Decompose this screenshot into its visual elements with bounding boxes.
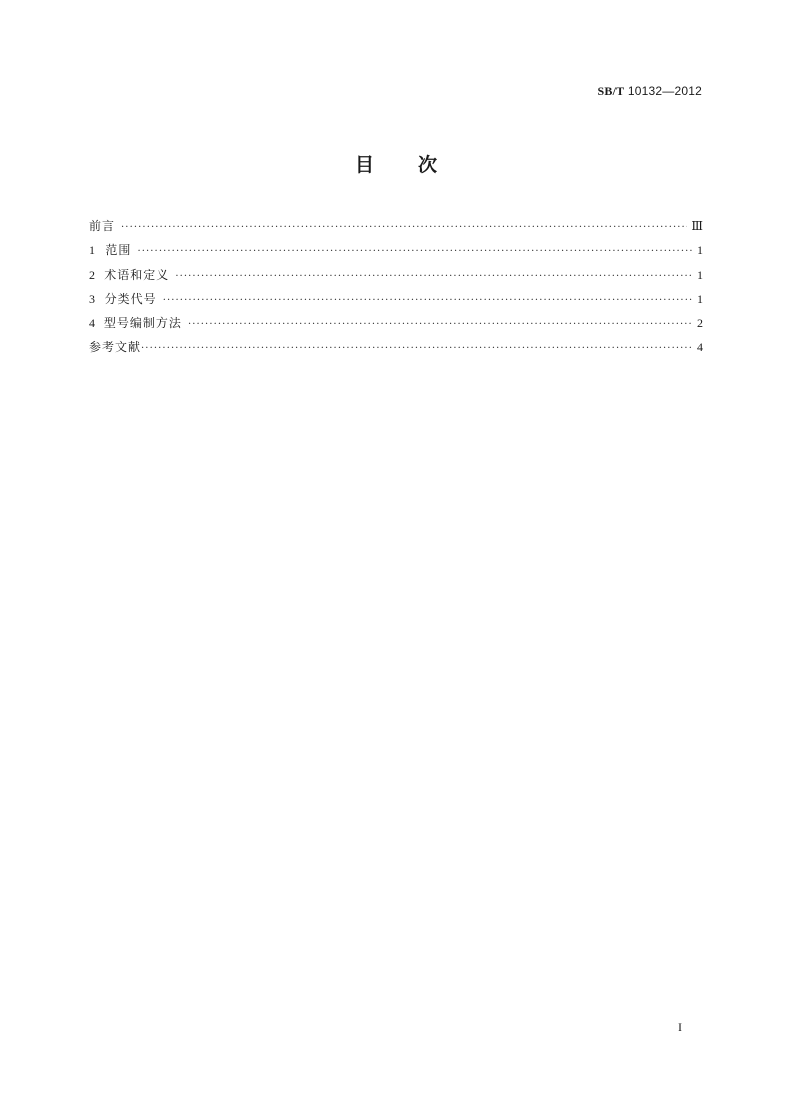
toc-entry-label: 分类代号 bbox=[104, 291, 157, 306]
page-number: I bbox=[678, 1020, 682, 1034]
toc-entry-number: 3 bbox=[89, 291, 95, 306]
table-of-contents bbox=[89, 214, 703, 360]
toc-entry-label: 型号编制方法 bbox=[103, 316, 182, 331]
toc-entry-label: 术语和定义 bbox=[104, 267, 170, 282]
toc-entry-label: 前言 bbox=[89, 219, 116, 233]
toc-dot-leader bbox=[121, 216, 687, 240]
standard-code-prefix: SB/T bbox=[597, 84, 625, 98]
standard-code bbox=[598, 84, 702, 99]
toc-entry-classification[interactable] bbox=[89, 287, 703, 311]
toc-entry-page: 1 bbox=[697, 243, 703, 258]
toc-dot-leader bbox=[141, 337, 693, 361]
standard-code-number: 10132—2012 bbox=[627, 84, 702, 98]
toc-dot-leader bbox=[175, 265, 693, 289]
toc-entry-terms[interactable] bbox=[89, 263, 703, 287]
toc-dot-leader bbox=[163, 289, 693, 313]
toc-entry-scope[interactable] bbox=[89, 238, 703, 262]
toc-entry-references[interactable] bbox=[89, 335, 703, 359]
toc-entry-page: 2 bbox=[697, 316, 703, 331]
toc-dot-leader bbox=[137, 240, 693, 264]
toc-entry-page: Ⅲ bbox=[691, 219, 703, 233]
toc-entry-number: 2 bbox=[89, 267, 95, 282]
toc-entry-page: 1 bbox=[697, 267, 703, 282]
toc-entry-foreword[interactable] bbox=[89, 214, 703, 238]
toc-entry-label: 范围 bbox=[105, 243, 132, 258]
toc-entry-page: 1 bbox=[697, 291, 703, 306]
toc-entry-model-naming[interactable] bbox=[89, 311, 703, 335]
toc-title: 目次 bbox=[354, 154, 481, 176]
toc-entry-number: 1 bbox=[89, 243, 95, 258]
toc-entry-page: 4 bbox=[697, 340, 703, 355]
toc-entry-label: 参考文献 bbox=[89, 340, 142, 355]
toc-dot-leader bbox=[188, 313, 693, 337]
toc-entry-number: 4 bbox=[89, 316, 95, 331]
